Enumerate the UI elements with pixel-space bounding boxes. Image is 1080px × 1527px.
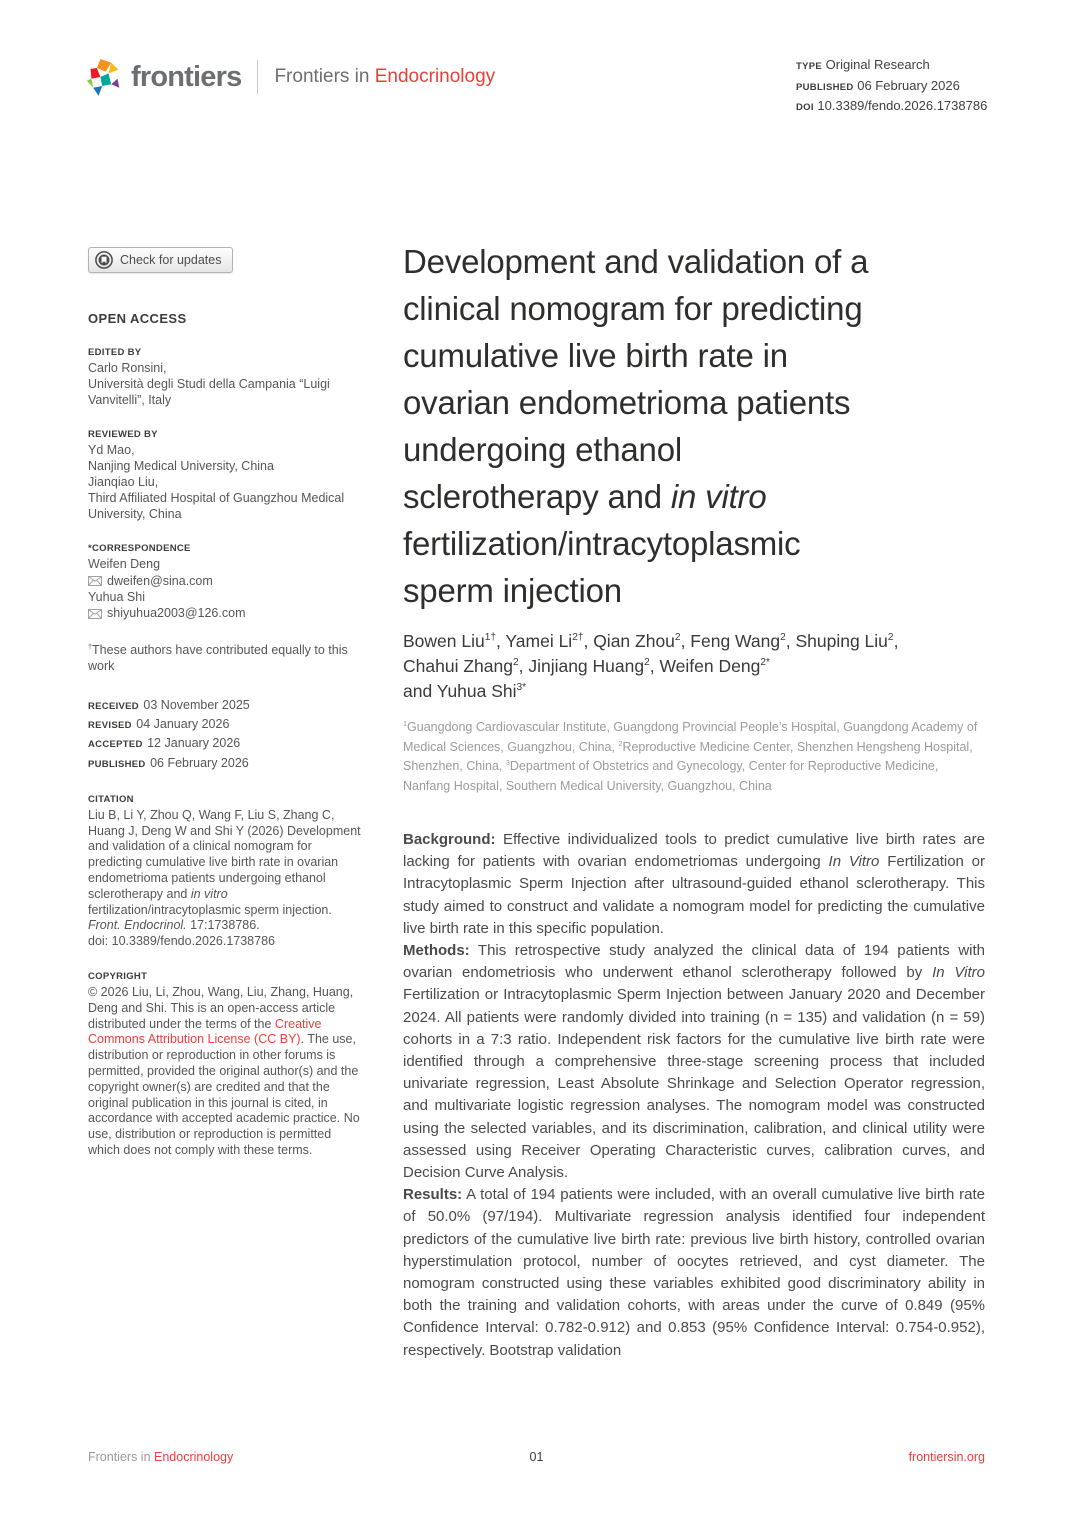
meta-published: PUBLISHED 06 February 2026 <box>796 77 960 93</box>
citation-label: CITATION <box>88 793 134 805</box>
abstract <box>403 829 985 1362</box>
received-date: RECEIVED 03 November 2025 <box>88 697 250 712</box>
check-for-updates-button[interactable] <box>88 247 233 273</box>
frontiers-logo-icon <box>86 56 122 98</box>
envelope-icon <box>88 609 102 619</box>
page-footer <box>88 1450 985 1464</box>
reviewed-by-text: Yd Mao, Nanjing Medical University, China Jianqiao Liu, Third Affiliated Hospital of Guangzhou Medical University, China <box>88 443 345 521</box>
meta-type: TYPE Original Research <box>796 57 930 72</box>
footer-journal: Frontiers in Endocrinology <box>88 1450 234 1464</box>
abstract-methods: Methods: This retrospective study analyzed the clinical data of 194 patients with ovarian endometriosis who underwent ethanol sclerotherapy followed by In Vitro Fertilization or Intracytoplasmic Sperm Injection between January 2020 and December 2024. All patients were randomly divided into training (n = 135) and validation (n = 59) cohorts in a 7:3 ratio. Independent risk factors for the cumulative live birth rate were identified through a comprehensive three-stage screening process that included univariate regression, Least Absolute Shrinkage and Selection Operator regression, and multivariate logistic regression analyses. The nomogram model was constructed using the selected variables, and its discrimination, calibration, and clinical utility were assessed using Receiver Operating Characteristic curves, calibration curves, and Decision Curve Analysis. <box>403 942 985 1182</box>
article-history <box>88 696 364 773</box>
abstract-background: Background: Effective individualized tools to predict cumulative live birth rates are lacking for patients with ovarian endometriomas undergoing In Vitro Fertilization or Intracytoplasmic Sperm Injection after ultrasound-guided ethanol sclerotherapy. This study aimed to construct and validate a nomogram model for predicting the cumulative live birth rate in this specific population. <box>403 831 985 937</box>
revised-date: REVISED 04 January 2026 <box>88 717 230 732</box>
journal-prefix: Frontiers in <box>274 66 375 87</box>
edited-by-label: EDITED BY <box>88 347 142 358</box>
equal-contribution-note: †These authors have contributed equally to this work <box>88 641 348 673</box>
correspondence-name: Weifen Deng <box>88 557 161 572</box>
correspondence-email-link[interactable]: dweifen@sina.com <box>88 573 364 590</box>
citation-text: Liu B, Li Y, Zhou Q, Wang F, Liu S, Zhang C, Huang J, Deng W and Shi Y (2026) Development and validation of a clinical nomogram for predicting cumulative live birth rate in ovarian endometrioma patients undergoing ethanol sclerotherapy and in vitro fertilization/intracytoplasmic sperm injection. Front. Endocrinol. 17:1738786. doi: 10.3389/fendo.2026.1738786 <box>88 807 361 949</box>
cc-by-license-link[interactable]: Creative Commons Attribution License (CC BY) <box>88 1016 322 1047</box>
reviewed-by-label: REVIEWED BY <box>88 429 158 441</box>
envelope-icon <box>88 576 102 586</box>
copyright-text: © 2026 Liu, Li, Zhou, Wang, Liu, Zhang, Huang, Deng and Shi. This is an open-access article distributed under the terms of the Creative Commons Attribution License (CC BY). The use, distribution or reproduction in other forums is permitted, provided the original author(s) and the copyright owner(s) are credited and that the original publication in this journal is cited, in accordance with accepted academic practice. No use, distribution or reproduction is permitted which does not comply with these terms. <box>88 984 360 1157</box>
abstract-results: Results: A total of 194 patients were included, with an overall cumulative live birth rate of 50.0% (97/194). Multivariate regression analysis identified four independent predictors of the cumulative live birth rate: previous live birth history, controlled ovarian hyperstimulation protocol, number of oocytes retrieved, and cyst diameter. The nomogram constructed using these variables exhibited good discriminatory ability in both the training and validation cohorts, with areas under the curve of 0.849 (95% Confidence Interval: 0.782-0.912) and 0.853 (95% Confidence Interval: 0.754-0.952), respectively. Bootstrap validation <box>403 1186 985 1359</box>
correspondence-email-link[interactable]: shiyuhua2003@126.com <box>88 605 364 622</box>
frontiersin-org-link[interactable]: frontiersin.org <box>908 1450 985 1464</box>
accepted-date: ACCEPTED 12 January 2026 <box>88 736 241 751</box>
published-date: PUBLISHED 06 February 2026 <box>88 755 249 770</box>
crossmark-icon <box>95 251 113 269</box>
header-brand <box>86 56 495 98</box>
reviewed-by-section <box>88 429 364 522</box>
copyright-label: COPYRIGHT <box>88 970 148 982</box>
meta-doi: DOI 10.3389/fendo.2026.1738786 <box>796 98 988 113</box>
citation-section <box>88 794 364 950</box>
correspondence-label: *CORRESPONDENCE <box>88 543 191 555</box>
journal-name: Endocrinology <box>374 66 496 87</box>
sidebar <box>88 247 364 1159</box>
edited-by-text: Carlo Ronsini, Università degli Studi della Campania “Luigi Vanvitelli”, Italy <box>88 361 330 407</box>
edited-by-section <box>88 347 364 408</box>
frontiers-logotype: frontiers <box>131 60 242 93</box>
correspondence-section <box>88 543 364 622</box>
brand-divider <box>257 60 258 94</box>
page-number: 01 <box>529 1450 544 1464</box>
author-list: Bowen Liu$^{1\dagger}$, Yamei $Li^{2\dagger}$, Qian Zhou$^2$, Feng Wang$^2$, Shuping Liu$^2$, Chahui Zhang$^2$, Jinjiang Huang$^2$, Weifen Deng$^{2*}$ and Yuhua Shi$^{3*}$ <box>403 631 899 701</box>
correspondence-name: Yuhua Shi <box>88 589 145 604</box>
check-for-updates-label: Check for updates <box>120 253 222 267</box>
article-title: Development and validation of a clinical nomogram for predicting cumulative live birth rate in ovarian endometrioma patients undergoing ethanol sclerotherapy and in vitro fertilization/intracytoplasmic sperm injection <box>403 243 869 609</box>
article-meta <box>796 56 987 118</box>
copyright-section <box>88 971 364 1159</box>
open-access-badge: OPEN ACCESS <box>88 311 187 326</box>
main-column <box>403 238 985 1362</box>
affiliations: $^1$Guangdong Cardiovascular Institute, Guangdong Provincial People’s Hospital, Guangdong Academy of Medical Sciences, Guangzhou, China, $^2$Reproductive Medicine Center, Shenzhen Hengsheng Hospital, Shenzhen, China, $^3$Department of Obstetrics and Gynecology, Center for Reproductive Medicine, Nanfang Hospital, Southern Medical University, Guangzhou, China <box>403 718 978 793</box>
journal-title <box>274 66 495 88</box>
